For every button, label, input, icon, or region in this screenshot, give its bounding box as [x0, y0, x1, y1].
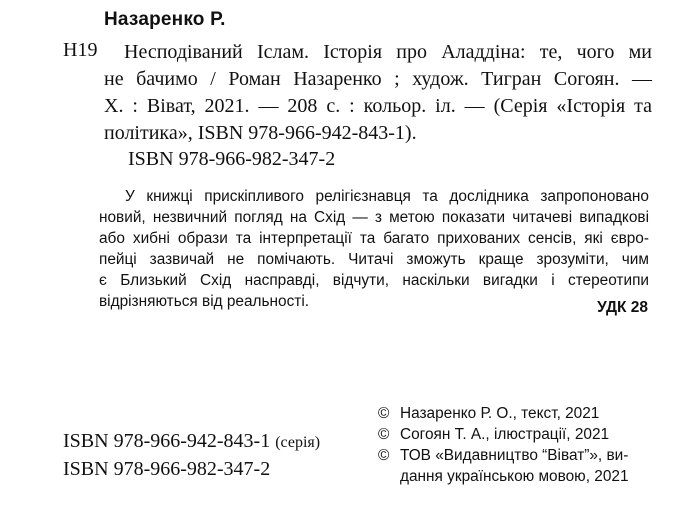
copyright-icon: © — [378, 405, 390, 422]
copyright-row — [378, 445, 650, 466]
bibliographic-line: Х. : Віват, 2021. — 208 с. : кольор. іл. — (Серія «Історія та — [104, 95, 652, 117]
author-heading: Назаренко Р. — [104, 9, 226, 30]
copyright-text: Назаренко Р. О., текст, 2021 — [400, 405, 600, 422]
abstract-line: або хибні образи та інтерпретації та багато прихованих сенсів, які євро- — [99, 230, 649, 247]
classification-code: Н19 — [63, 39, 98, 61]
copyright-text: Согоян Т. А., ілюстрації, 2021 — [400, 426, 610, 443]
abstract-line: У книжці прискіпливого релігієзнавця та дослідника запропоновано — [125, 188, 649, 205]
udk-code: УДК 28 — [597, 299, 648, 316]
series-tag: (серія) — [275, 434, 321, 451]
abstract-line: є Близький Схід насправді, відчути, наскільки вигадки і стереотипи — [99, 272, 649, 289]
copyright-row — [378, 424, 650, 445]
series-isbn: ISBN 978-966-942-843-1 — [63, 430, 271, 452]
isbn-block — [63, 428, 320, 482]
copyright-row — [378, 403, 650, 424]
series-isbn-line — [63, 428, 320, 456]
copyright-icon: © — [378, 447, 390, 464]
bibliographic-line: Несподіваний Іслам. Історія про Аладдіна: те, чого ми — [124, 41, 652, 63]
isbn-main: ISBN 978-966-982-347-2 — [128, 148, 336, 170]
copyright-text: ТОВ «Видавництво “Віват”», ви- — [400, 447, 629, 464]
copyright-continuation: дання українською мовою, 2021 — [400, 468, 629, 485]
abstract-line: відрізняються від реальності. — [99, 293, 310, 310]
abstract-line: пейці зазвичай не помічають. Читачі зможуть краще зрозуміти, чим — [99, 251, 649, 268]
copyright-icon: © — [378, 426, 390, 443]
bibliographic-description — [104, 39, 652, 147]
bibliographic-line: не бачимо / Роман Назаренко ; худож. Тигран Согоян. — — [104, 68, 652, 90]
book-isbn: ISBN 978-966-982-347-2 — [63, 458, 271, 480]
copyright-block — [378, 403, 650, 487]
bibliographic-line: політика», ISBN 978-966-942-843-1). — [104, 122, 417, 144]
abstract-line: новий, незвичний погляд на Схід — з метою показати читачеві випадкові — [99, 209, 649, 226]
abstract — [99, 186, 649, 312]
